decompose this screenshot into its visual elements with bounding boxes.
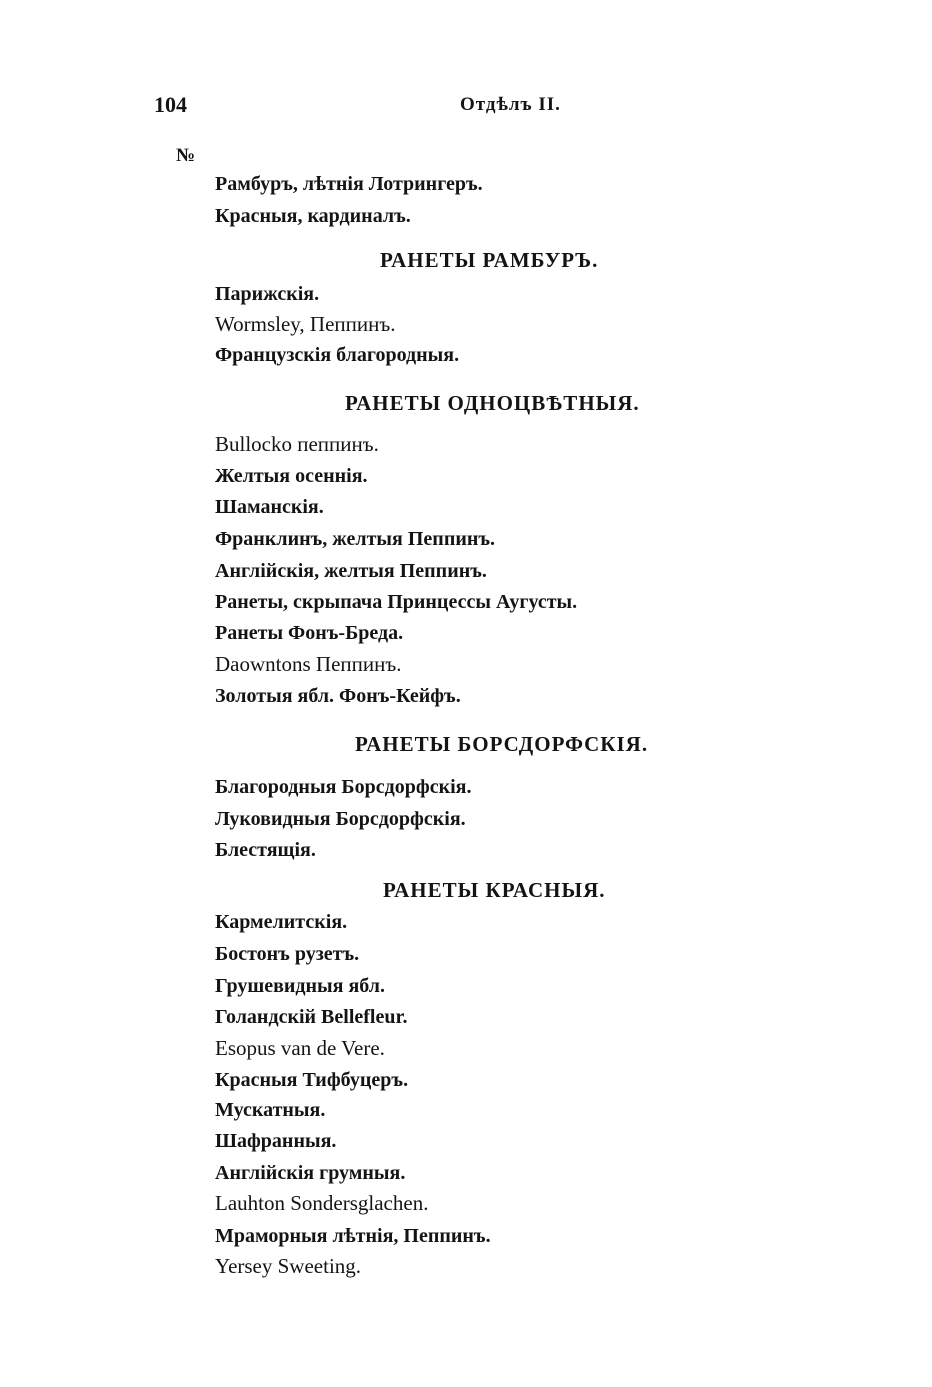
list-item: Голандскій Bellefleur. [215,1006,408,1028]
list-item: Кармелитскія. [215,911,348,933]
list-item: Daowntons Пеппинъ. [215,652,402,676]
list-item: Луковидныя Борсдорфскія. [215,808,466,830]
list-item: Франклинъ, желтыя Пеппинъ. [215,528,496,550]
running-head: Отдѣлъ II. [460,94,561,115]
list-item: Грушевидныя ябл. [215,975,386,997]
list-item: Золотыя ябл. Фонъ-Кейфъ. [215,685,461,707]
list-item: Благородныя Борсдорфскія. [215,776,472,798]
page-number: 104 [154,92,187,117]
section-heading-rambur: РАНЕТЫ РАМБУРЪ. [380,248,599,272]
list-item: Красныя, кардиналъ. [215,205,411,227]
list-item: Бостонъ рузетъ. [215,943,360,965]
numero-sign: № [176,145,196,166]
section-heading-borsdorfskiya: РАНЕТЫ БОРСДОРФСКІЯ. [355,732,649,756]
list-item: Блестящія. [215,839,316,861]
list-item: Французскія благородныя. [215,344,460,366]
list-item: Мускатныя. [215,1099,326,1121]
list-item: Ранеты, скрыпача Принцессы Аугусты. [215,591,578,613]
list-item: Англійскія, желтыя Пеппинъ. [215,560,487,582]
list-item: Bullocko пеппинъ. [215,432,379,456]
list-item: Esopus van de Vere. [215,1036,385,1060]
section-heading-odnotsvetnyya: РАНЕТЫ ОДНОЦВѢТНЫЯ. [345,391,640,415]
list-item: Ранеты Фонъ-Бреда. [215,622,404,644]
list-item: Wormsley, Пеппинъ. [215,312,396,336]
list-item: Желтыя осеннія. [215,465,368,487]
list-item: Lauhton Sondersglachen. [215,1191,429,1215]
list-item: Англійскія грумныя. [215,1162,406,1184]
list-item: Рамбуръ, лѣтнія Лотрингеръ. [215,173,483,195]
list-item: Шаманскія. [215,496,324,518]
list-item: Мраморныя лѣтнія, Пеппинъ. [215,1225,491,1247]
list-item: Yersey Sweeting. [215,1254,362,1278]
list-item: Шафранныя. [215,1130,337,1152]
section-heading-krasnyya: РАНЕТЫ КРАСНЫЯ. [383,878,606,902]
list-item: Парижскія. [215,283,320,305]
list-item: Красныя Тифбуцеръ. [215,1069,409,1091]
